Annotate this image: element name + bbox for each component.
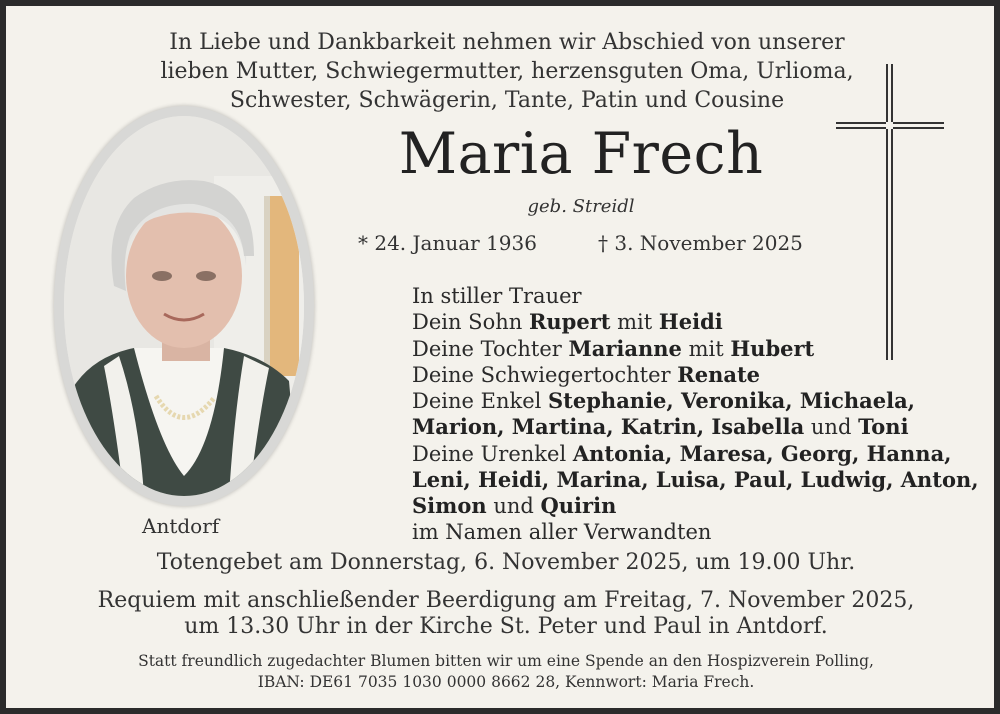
death-date: † 3. November 2025 — [598, 231, 803, 255]
mourner-son-line: Dein Sohn Rupert mit Heidi — [412, 309, 723, 335]
mourner-daughter-line: Deine Tochter Marianne mit Hubert — [412, 335, 815, 361]
mourner-great-grandchildren-line: Leni, Heidi, Marina, Luisa, Paul, Ludwig, Anton, — [412, 467, 979, 493]
deceased-name: Maria Frech — [398, 121, 764, 187]
portrait-frame — [54, 106, 314, 506]
intro-text — [102, 28, 912, 115]
mourner-great-grandchildren-line: Deine Urenkel Antonia, Maresa, Georg, Hanna, — [412, 440, 952, 466]
mourner-grandchildren-line: Marion, Martina, Katrin, Isabella und Toni — [412, 414, 909, 440]
requiem-line: Requiem mit anschließender Beerdigung am Freitag, 7. November 2025, — [97, 588, 915, 613]
mourners-intro: In stiller Trauer — [412, 284, 582, 308]
place-name: Antdorf — [142, 514, 220, 538]
intro-line: lieben Mutter, Schwiegermutter, herzensguten Oma, Urlioma, — [160, 59, 854, 84]
mourner-great-grandchildren-line: Simon und Quirin — [412, 493, 617, 519]
donation-note — [66, 651, 946, 693]
donation-line: IBAN: DE61 7035 1030 0000 8662 28, Kennwort: Maria Frech. — [257, 673, 755, 691]
intro-line: In Liebe und Dankbarkeit nehmen wir Abschied von unserer — [169, 30, 845, 55]
service-info — [66, 550, 946, 640]
donation-line: Statt freundlich zugedachter Blumen bitten wir um eine Spende an den Hospizverein Polling, — [138, 652, 874, 670]
mourners-closing: im Namen aller Verwandten — [412, 519, 712, 544]
mourners-list — [412, 284, 979, 545]
birth-date: * 24. Januar 1936 — [358, 231, 537, 255]
mourner-daughter-in-law-line: Deine Schwiegertochter Renate — [412, 361, 761, 387]
portrait-photo — [64, 116, 304, 496]
rosary-line: Totengebet am Donnerstag, 6. November 2025, um 19.00 Uhr. — [156, 550, 856, 575]
intro-line: Schwester, Schwägerin, Tante, Patin und Cousine — [229, 88, 785, 113]
requiem-line: um 13.30 Uhr in der Kirche St. Peter und Paul in Antdorf. — [184, 614, 828, 639]
maiden-name: geb. Streidl — [527, 196, 635, 217]
mourner-grandchildren-line: Deine Enkel Stephanie, Veronika, Michaela, — [412, 388, 915, 414]
